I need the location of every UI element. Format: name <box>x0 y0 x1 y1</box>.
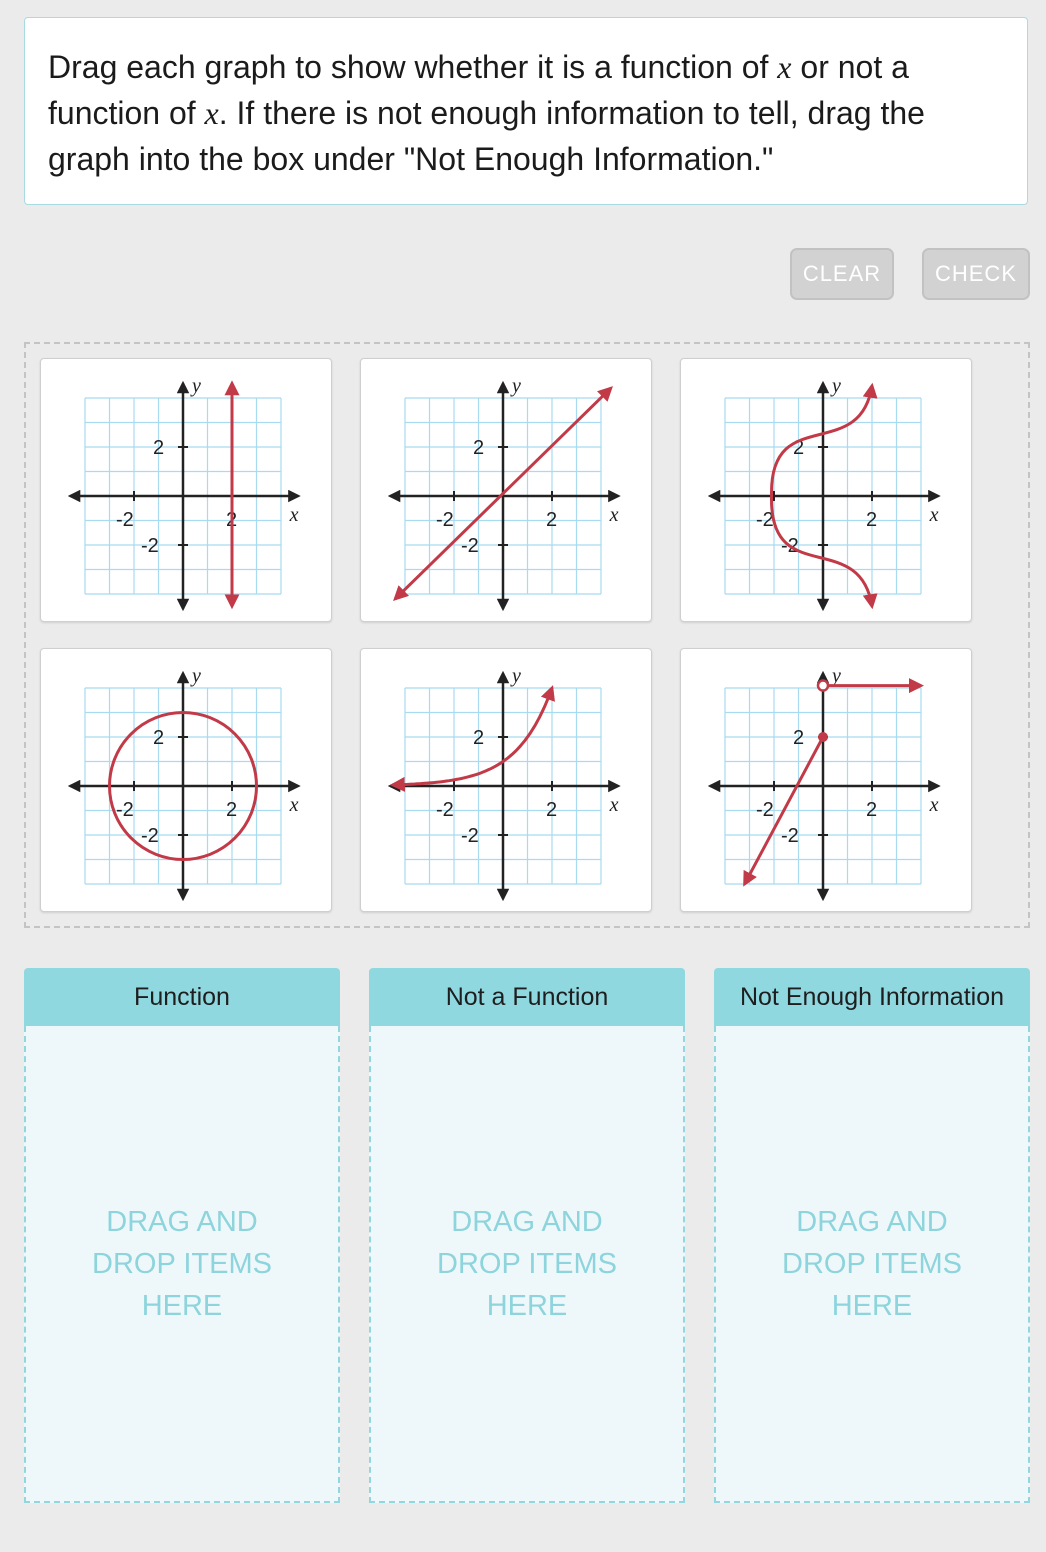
instructions-text-2: or not a function of <box>48 49 909 131</box>
x-tick-label-neg2: -2 <box>756 799 774 821</box>
x-axis-label: x <box>929 504 939 526</box>
open-endpoint <box>818 681 828 691</box>
y-tick-label-neg2: -2 <box>781 535 799 557</box>
y-tick-label-2: 2 <box>793 437 805 459</box>
y-tick-label-2: 2 <box>153 727 165 749</box>
category-function <box>24 968 340 1503</box>
x-axis-label: x <box>929 794 939 816</box>
function-drop-zone[interactable] <box>24 1026 340 1503</box>
x-axis-label: x <box>289 504 299 526</box>
graph-card-vertical-line[interactable] <box>40 358 332 622</box>
x-tick-label-2: 2 <box>546 799 558 821</box>
closed-endpoint <box>818 732 828 742</box>
graph-card-s-curve[interactable] <box>680 358 972 622</box>
y-tick-label-2: 2 <box>473 727 485 749</box>
x-tick-label-2: 2 <box>866 799 878 821</box>
not-a-function-drop-hint: DRAG AND DROP ITEMS HERE <box>437 1205 617 1322</box>
x-axis-label: x <box>289 794 299 816</box>
x-axis-label: x <box>609 504 619 526</box>
instructions-text-3: . If there is not enough information to tell, drag the graph into the box under "Not Enough Information." <box>48 95 925 177</box>
y-tick-label-neg2: -2 <box>141 535 159 557</box>
graph-card-circle[interactable] <box>40 648 332 912</box>
y-tick-label-neg2: -2 <box>141 825 159 847</box>
graph-card-piecewise[interactable] <box>680 648 972 912</box>
x-tick-label-2: 2 <box>226 799 238 821</box>
y-tick-label-neg2: -2 <box>461 825 479 847</box>
x-tick-label-neg2: -2 <box>436 509 454 531</box>
not-enough-information-drop-zone[interactable] <box>714 1026 1030 1503</box>
variable-x-1: x <box>777 49 792 85</box>
category-not-a-function <box>369 968 685 1503</box>
graph-card-diagonal-line[interactable] <box>360 358 652 622</box>
y-axis-label: y <box>832 664 841 687</box>
check-button[interactable]: CHECK <box>922 248 1030 300</box>
y-tick-label-2: 2 <box>793 727 805 749</box>
y-tick-label-neg2: -2 <box>781 825 799 847</box>
y-axis-label: y <box>192 374 201 397</box>
y-tick-label-2: 2 <box>153 437 165 459</box>
x-tick-label-neg2: -2 <box>116 509 134 531</box>
variable-x-2: x <box>204 95 219 131</box>
y-tick-label-2: 2 <box>473 437 485 459</box>
not-a-function-drop-zone[interactable] <box>369 1026 685 1503</box>
x-tick-label-neg2: -2 <box>116 799 134 821</box>
graph-card-exponential-curve[interactable] <box>360 648 652 912</box>
clear-button[interactable]: CLEAR <box>790 248 894 300</box>
y-axis-label: y <box>512 374 521 397</box>
x-tick-label-neg2: -2 <box>436 799 454 821</box>
instructions-box <box>24 17 1028 205</box>
function-drop-hint: DRAG AND DROP ITEMS HERE <box>92 1205 272 1322</box>
category-function-header: Function <box>24 968 340 1026</box>
x-tick-label-neg2: -2 <box>756 509 774 531</box>
x-tick-label-2: 2 <box>866 509 878 531</box>
x-tick-label-2: 2 <box>546 509 558 531</box>
instructions-text-1: Drag each graph to show whether it is a function of <box>48 49 778 85</box>
y-tick-label-neg2: -2 <box>461 535 479 557</box>
category-not-enough-information <box>714 968 1030 1503</box>
y-axis-label: y <box>192 664 201 687</box>
category-not-enough-information-header: Not Enough Information <box>714 968 1030 1026</box>
not-enough-information-drop-hint: DRAG AND DROP ITEMS HERE <box>782 1205 962 1322</box>
y-axis-label: y <box>512 664 521 687</box>
x-tick-label-2: 2 <box>226 509 238 531</box>
y-axis-label: y <box>832 374 841 397</box>
x-axis-label: x <box>609 794 619 816</box>
category-not-a-function-header: Not a Function <box>369 968 685 1026</box>
